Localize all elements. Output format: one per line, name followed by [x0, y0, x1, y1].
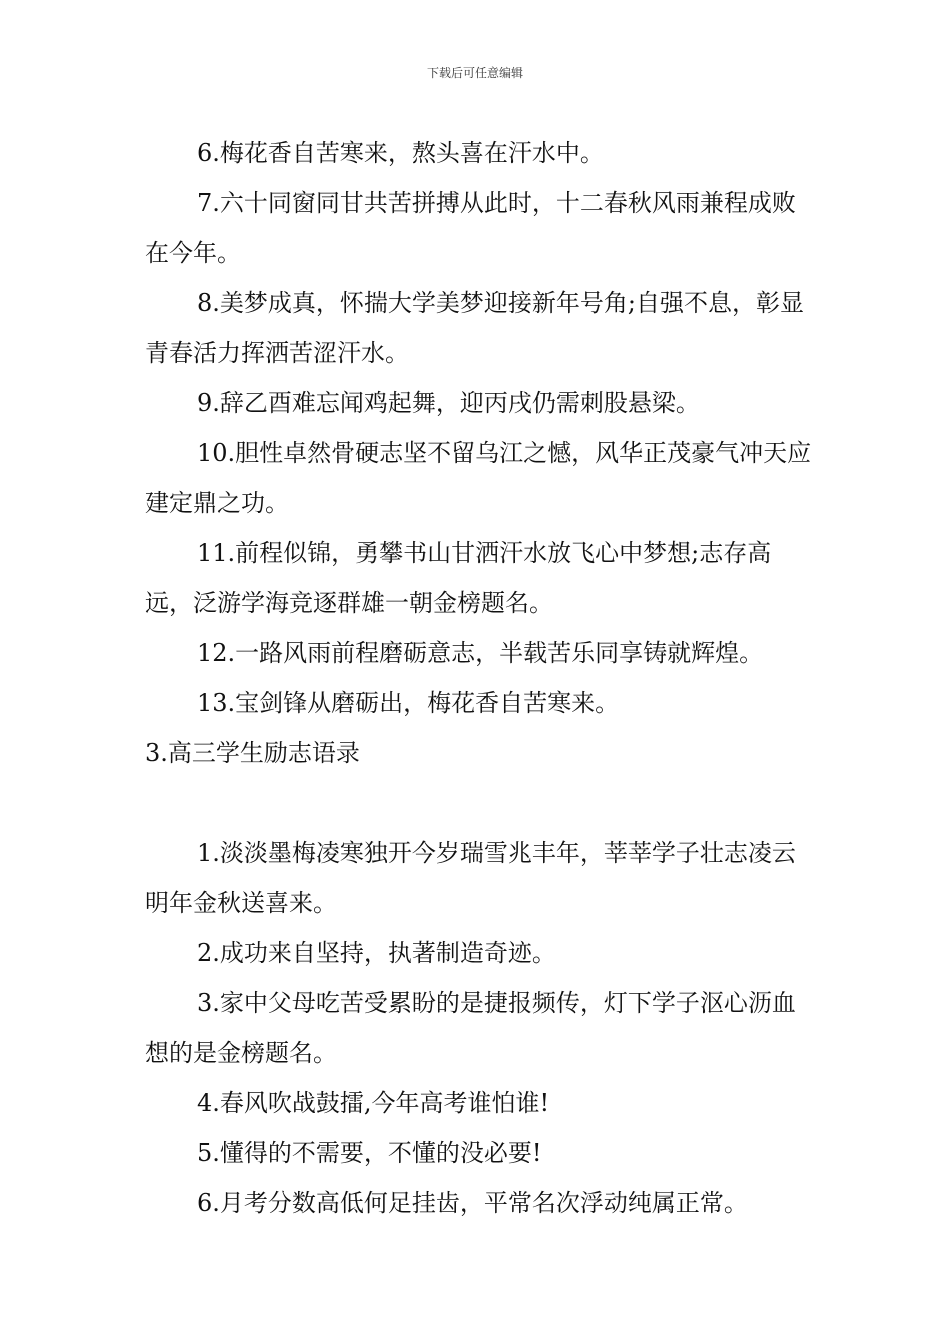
document-body — [145, 128, 815, 1228]
list-item: 4.春风吹战鼓擂,今年高考谁怕谁! — [197, 1089, 550, 1117]
page-header-note: 下载后可任意编辑 — [426, 66, 523, 80]
list-item: 6.梅花香自苦寒来，熬头喜在汗水中。 — [197, 139, 604, 167]
list-item: 13.宝剑锋从磨砺出，梅花香自苦寒来。 — [197, 689, 620, 717]
list-item: 6.月考分数高低何足挂齿，平常名次浮动纯属正常。 — [197, 1189, 748, 1217]
list-item: 12.一路风雨前程磨砺意志，半载苦乐同享铸就辉煌。 — [197, 639, 764, 667]
list-item: 7.六十同窗同甘共苦拼搏从此时，十二春秋风雨兼程成败在今年。 — [145, 189, 796, 267]
list-item: 2.成功来自坚持，执著制造奇迹。 — [197, 939, 556, 967]
list-item: 3.家中父母吃苦受累盼的是捷报频传，灯下学子沤心沥血想的是金榜题名。 — [145, 989, 796, 1067]
list-item: 10.胆性卓然骨硬志坚不留乌江之憾，风华正茂豪气冲天应建定鼎之功。 — [145, 439, 812, 517]
list-item: 11.前程似锦，勇攀书山甘洒汗水放飞心中梦想;志存高远，泛游学海竞逐群雄一朝金榜题名。 — [145, 539, 772, 617]
list-item: 1.淡淡墨梅凌寒独开今岁瑞雪兆丰年，莘莘学子壮志凌云明年金秋送喜来。 — [145, 839, 796, 917]
section-heading: 3.高三学生励志语录 — [145, 739, 360, 767]
list-item: 9.辞乙酉难忘闻鸡起舞，迎丙戌仍需刺股悬梁。 — [197, 389, 700, 417]
list-item: 8.美梦成真，怀揣大学美梦迎接新年号角;自强不息，彰显青春活力挥洒苦涩汗水。 — [145, 289, 804, 367]
list-item: 5.懂得的不需要，不懂的没必要! — [197, 1139, 542, 1167]
